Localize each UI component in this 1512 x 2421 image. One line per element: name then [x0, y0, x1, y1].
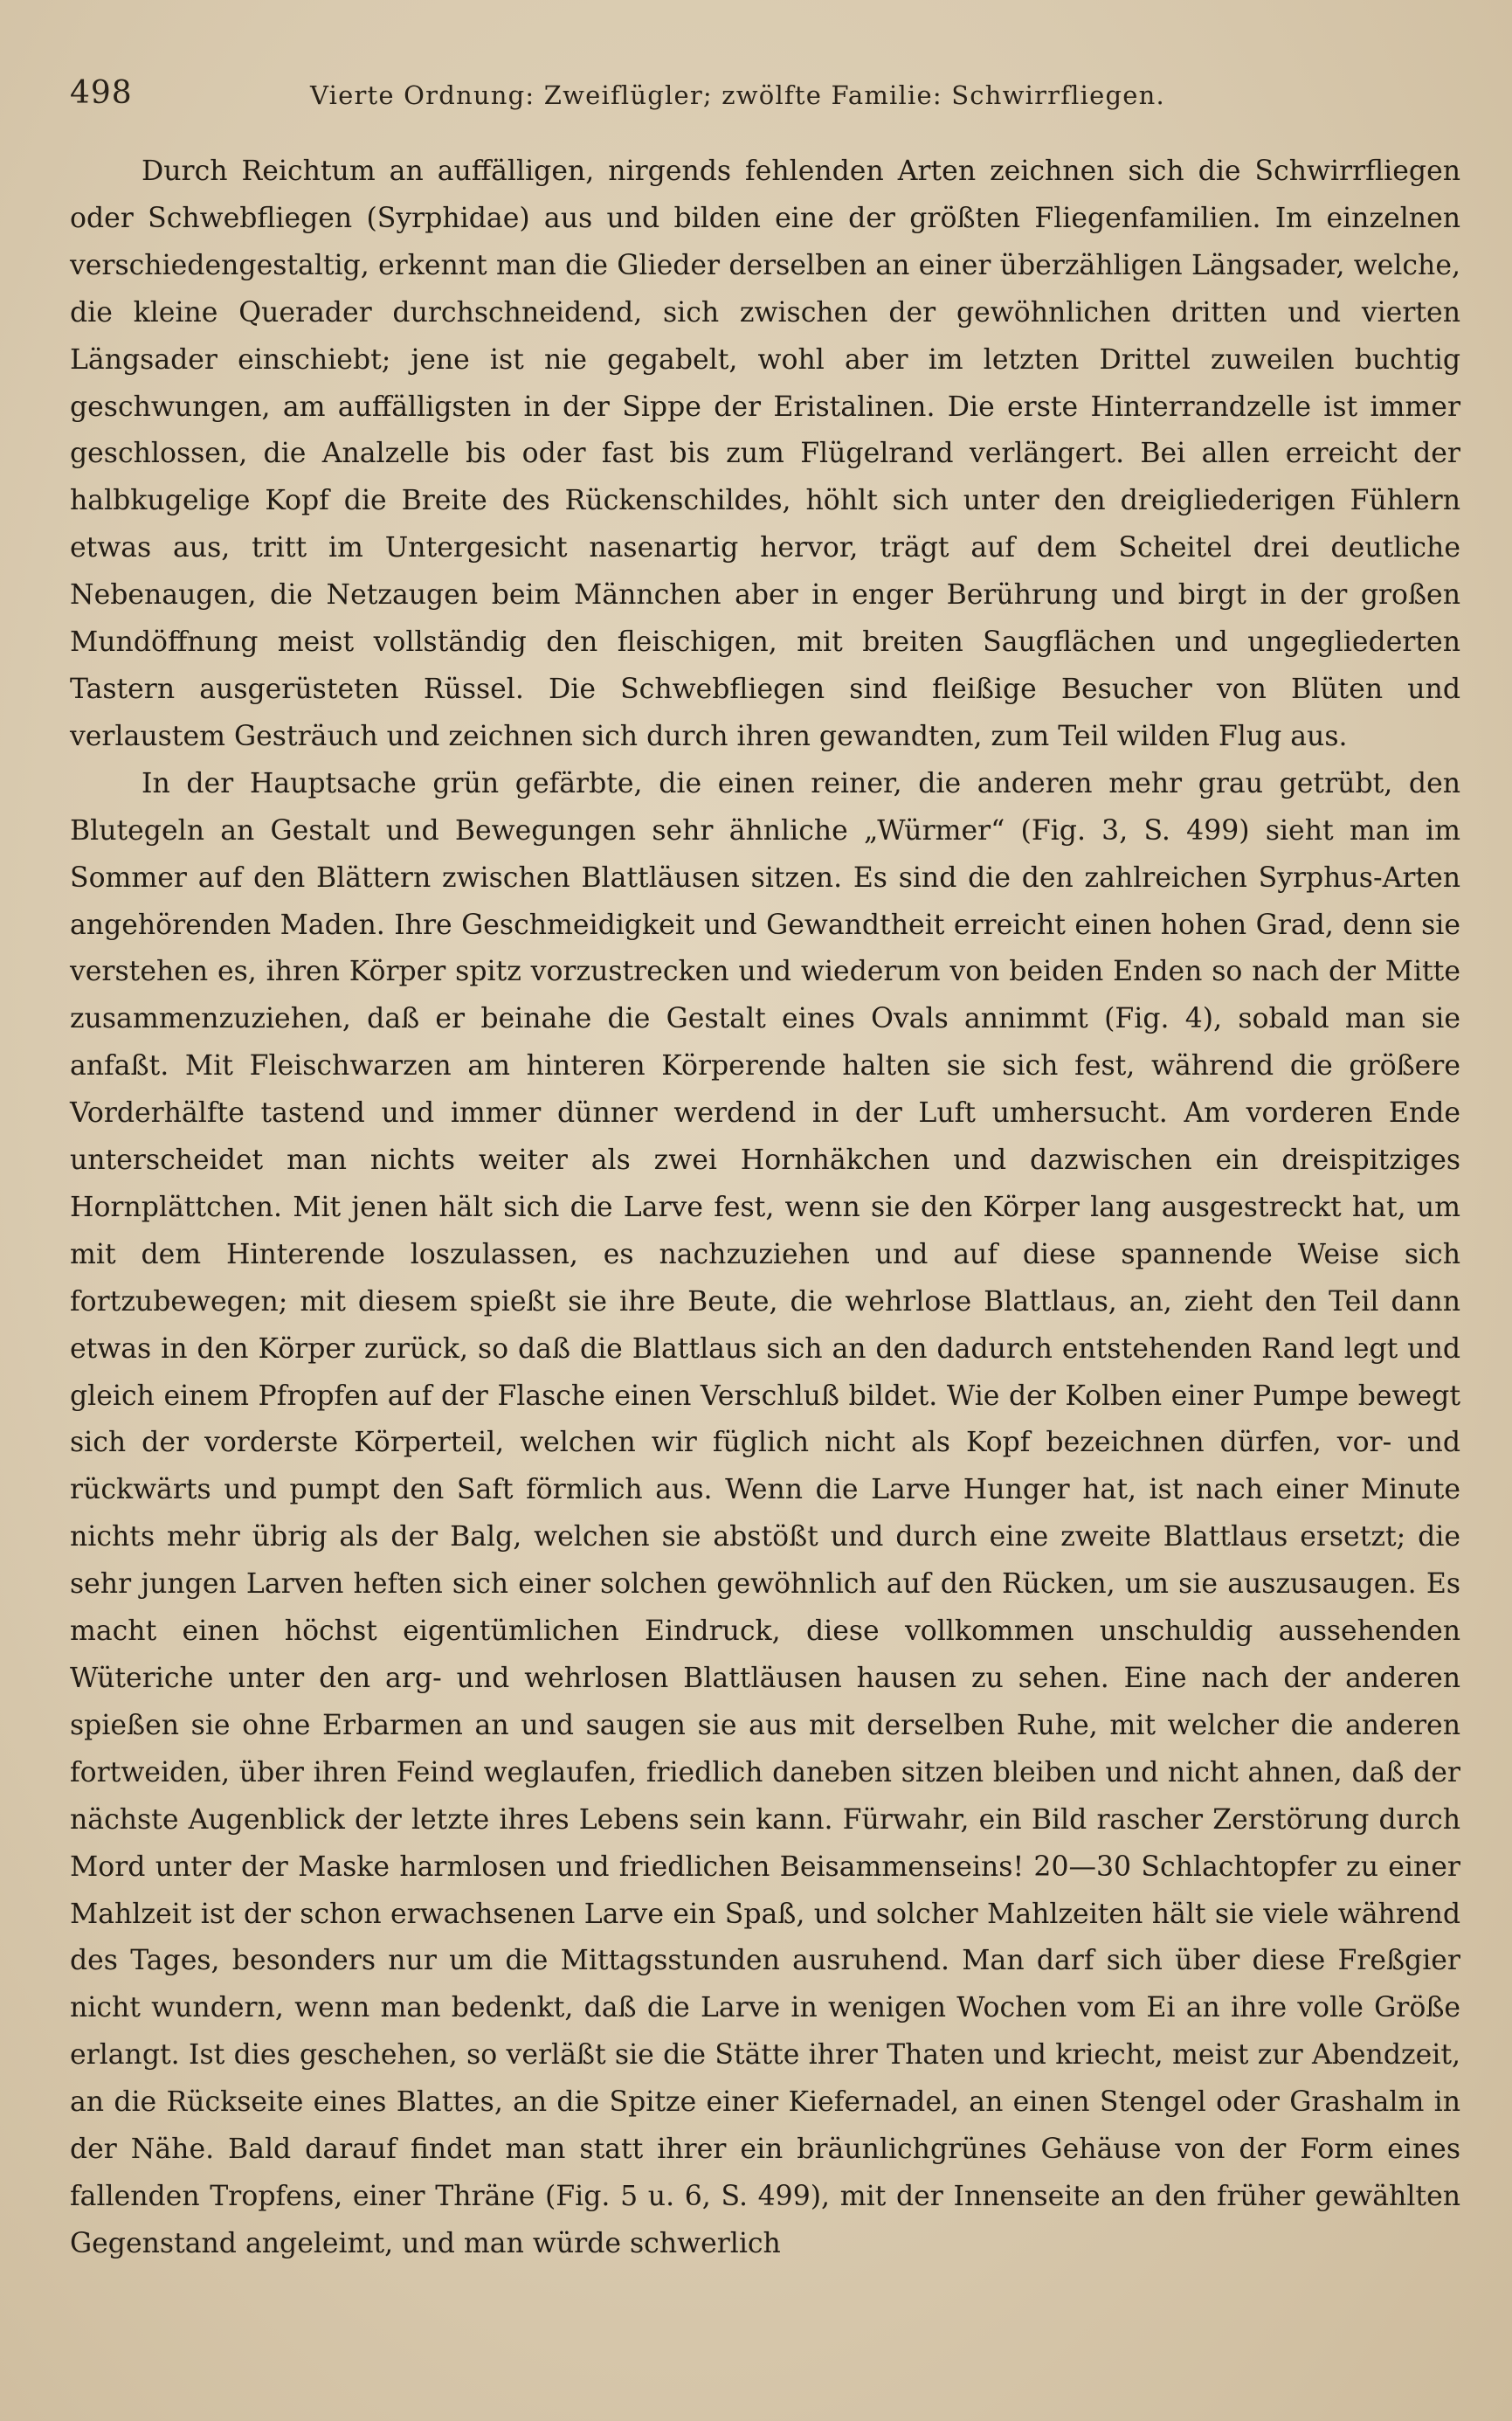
running-head: Vierte Ordnung: Zweiflügler; zwölfte Familie: Schwirrfliegen. [310, 80, 1165, 110]
page-number: 498 [70, 75, 133, 111]
page-header [70, 75, 1459, 124]
paragraph: In der Hauptsache grün gefärbte, die einen reiner, die anderen mehr grau getrübt, den Blutegeln an Gestalt und Bewegungen sehr ähnliche „Würmer“ (Fig. 3, S. 499) sieht man im Sommer auf den Blättern zwischen Blattläusen sitzen. Es sind die den zahlreichen Syrphus-Arten angehörenden Maden. Ihre Geschmeidigkeit und Gewandtheit erreicht einen hohen Grad, denn sie verstehen es, ihren Körper spitz vorzustrecken und wiederum von beiden Enden so nach der Mitte zusammenzuziehen, daß er beinahe die Gestalt eines Ovals annimmt (Fig. 4), sobald man sie anfaßt. Mit Fleischwarzen am hinteren Körperende halten sie sich fest, während die größere Vorderhälfte tastend und immer dünner werdend in der Luft umhersucht. Am vorderen Ende unterscheidet man nichts weiter als zwei Hornhäkchen und dazwischen ein dreispitziges Hornplättchen. Mit jenen hält sich die Larve fest, wenn sie den Körper lang ausgestreckt hat, um mit dem Hinterende loszulassen, es nachzuziehen und auf diese spannende Weise sich fortzubewegen; mit diesem spießt sie ihre Beute, die wehrlose Blattlaus, an, zieht den Teil dann etwas in den Körper zurück, so daß die Blattlaus sich an den dadurch entstehenden Rand legt und gleich einem Pfropfen auf der Flasche einen Verschluß bildet. Wie der Kolben einer Pumpe bewegt sich der vorderste Körperteil, welchen wir füglich nicht als Kopf bezeichnen dürfen, vor- und rückwärts und pumpt den Saft förmlich aus. Wenn die Larve Hunger hat, ist nach einer Minute nichts mehr übrig als der Balg, welchen sie abstößt und durch eine zweite Blattlaus ersetzt; die sehr jungen Larven heften sich einer solchen gewöhnlich auf den Rücken, um sie auszusaugen. Es macht einen höchst eigentümlichen Eindruck, diese vollkommen unschuldig aussehenden Wüteriche unter den arg- und wehrlosen Blattläusen hausen zu sehen. Eine nach der anderen spießen sie ohne Erbarmen an und saugen sie aus mit derselben Ruhe, mit welcher die anderen fortweiden, über ihren Feind weglaufen, friedlich daneben sitzen bleiben und nicht ahnen, daß der nächste Augenblick der letzte ihres Lebens sein kann. Fürwahr, ein Bild rascher Zerstörung durch Mord unter der Maske harmlosen und friedlichen Beisammenseins! 20—30 Schlachtopfer zu einer Mahlzeit ist der schon erwachsenen Larve ein Spaß, und solcher Mahlzeiten hält sie viele während des Tages, besonders nur um die Mittagsstunden ausruhend. Man darf sich über diese Freßgier nicht wundern, wenn man bedenkt, daß die Larve in wenigen Wochen vom Ei an ihre volle Größe erlangt. Ist dies geschehen, so verläßt sie die Stätte ihrer Thaten und kriecht, meist zur Abendzeit, an die Rückseite eines Blattes, an die Spitze einer Kiefernadel, an einen Stengel oder Grashalm in der Nähe. Bald darauf findet man statt ihrer ein bräunlichgrünes Gehäuse von der Form eines fallenden Tropfens, einer Thräne (Fig. 5 u. 6, S. 499), mit der Innenseite an den früher gewählten Gegenstand angeleimt, und man würde schwerlich [70, 767, 1460, 2259]
paragraph: Durch Reichtum an auffälligen, nirgends fehlenden Arten zeichnen sich die Schwirrfliegen oder Schwebfliegen (Syrphidae) aus und bilden eine der größten Fliegenfamilien. Im einzelnen verschiedengestaltig, erkennt man die Glieder derselben an einer überzähligen Längsader, welche, die kleine Querader durchschneidend, sich zwischen der gewöhnlichen dritten und vierten Längsader einschiebt; jene ist nie gegabelt, wohl aber im letzten Drittel zuweilen buchtig geschwungen, am auffälligsten in der Sippe der Eristalinen. Die erste Hinterrandzelle ist immer geschlossen, die Analzelle bis oder fast bis zum Flügelrand verlängert. Bei allen erreicht der halbkugelige Kopf die Breite des Rückenschildes, höhlt sich unter den dreigliederigen Fühlern etwas aus, tritt im Untergesicht nasenartig hervor, trägt auf dem Scheitel drei deutliche Nebenaugen, die Netzaugen beim Männchen aber in enger Berührung und birgt in der großen Mundöffnung meist vollständig den fleischigen, mit breiten Saugflächen und ungegliederten Tastern ausgerüsteten Rüssel. Die Schwebfliegen sind fleißige Besucher von Blüten und verlaustem Gesträuch und zeichnen sich durch ihren gewandten, zum Teil wilden Flug aus. [70, 156, 1460, 752]
body-text [70, 149, 1460, 2268]
